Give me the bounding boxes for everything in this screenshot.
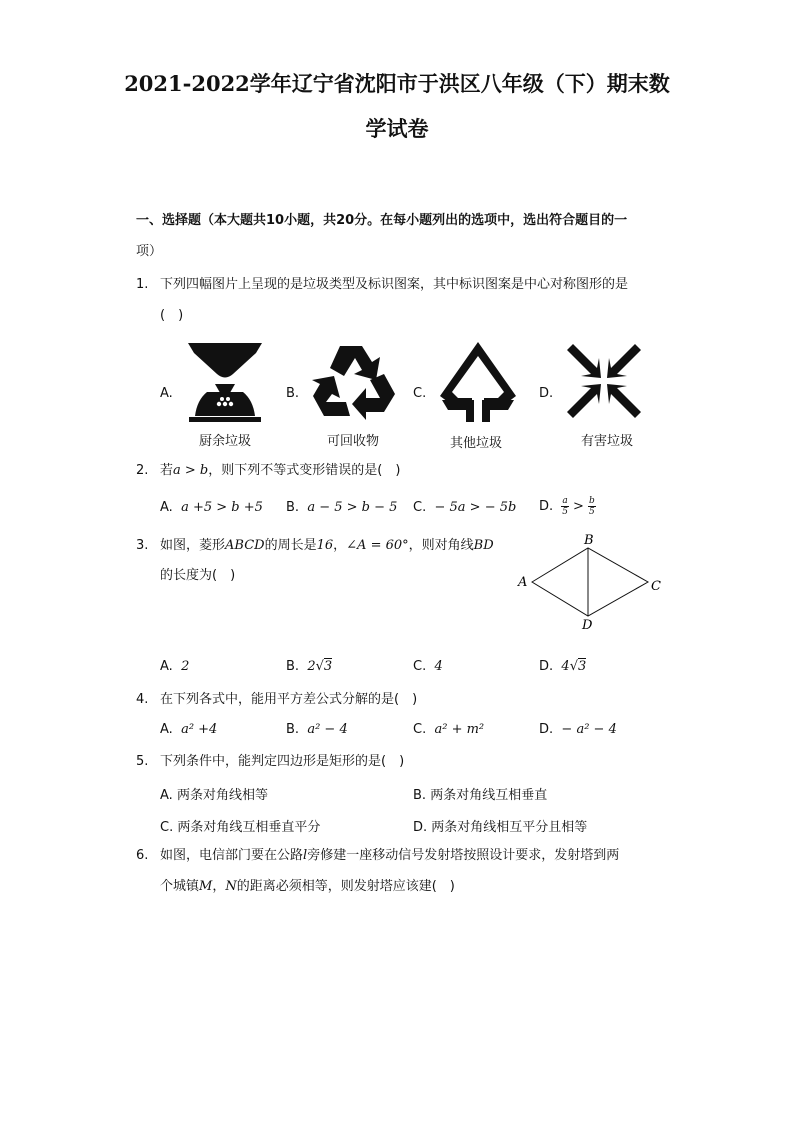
question-3-text-cont: 的长度为( ) <box>160 568 236 583</box>
vertex-label-a: A <box>518 575 528 590</box>
vertex-label-c: C <box>651 579 661 594</box>
question-4-number: 4. <box>136 692 149 707</box>
q5-option-c: C. 两条对角线互相垂直平分 <box>160 820 321 835</box>
question-5-number: 5. <box>136 754 149 769</box>
q1-caption-b: 可回收物 <box>326 434 379 449</box>
q1-option-b-letter: B. <box>286 386 300 401</box>
hazardous-waste-icon <box>563 340 645 422</box>
q1-caption-d: 有害垃圾 <box>580 434 633 449</box>
question-4-text: 在下列各式中，能用平方差公式分解的是( ) <box>160 692 418 707</box>
question-6-text-cont: 个城镇M，N的距离必须相等，则发射塔应该建( ) <box>160 879 455 894</box>
q2-option-a: A. a +5 > b +5 <box>160 500 263 515</box>
question-2-text <box>160 462 400 480</box>
q1-caption-c: 其他垃圾 <box>449 436 502 451</box>
rhombus-figure <box>510 530 670 635</box>
question-1-number: 1. <box>136 277 149 292</box>
section-heading-cont: 项） <box>136 244 163 259</box>
question-2-number: 2. <box>136 463 149 478</box>
page-title-line2: 学试卷 <box>365 116 429 141</box>
q2-condition: a > b <box>173 463 209 478</box>
kitchen-waste-icon <box>185 340 265 422</box>
vertex-label-d: D <box>582 618 593 633</box>
q2-option-c: C. − 5a > − 5b <box>413 500 517 515</box>
q5-option-d: D. 两条对角线相互平分且相等 <box>413 820 588 835</box>
question-5-text: 下列条件中，能判定四边形是矩形的是( ) <box>160 754 405 769</box>
q2-option-b: B. a − 5 > b − 5 <box>286 500 398 515</box>
q5-option-a: A. 两条对角线相等 <box>160 788 268 803</box>
q4-option-c: C. a² + m² <box>413 722 485 737</box>
other-waste-icon <box>438 340 518 422</box>
q3-option-c: C. 4 <box>413 659 443 674</box>
q1-option-d-letter: D. <box>539 386 554 401</box>
q3-option-b: B. 2√3 <box>286 659 333 674</box>
q1-option-c-letter: C. <box>413 386 427 401</box>
q4-option-a: A. a² +4 <box>160 722 218 737</box>
recyclable-icon <box>310 340 398 422</box>
question-6-number: 6. <box>136 848 149 863</box>
q1-caption-a: 厨余垃圾 <box>198 434 251 449</box>
question-3-text: 如图，菱形ABCD的周长是16，∠A = 60°，则对角线BD <box>160 538 494 553</box>
q2-text-post: ，则下列不等式变形错误的是( ) <box>208 463 401 478</box>
question-1-blank: ( ) <box>160 308 184 323</box>
q3-option-d: D. 4√3 <box>539 659 587 674</box>
question-6-text: 如图，电信部门要在公路l旁修建一座移动信号发射塔按照设计要求，发射塔到两 <box>160 848 620 863</box>
vertex-label-b: B <box>584 533 594 548</box>
q5-option-b: B. 两条对角线互相垂直 <box>413 788 548 803</box>
q3-option-a: A. 2 <box>160 659 190 674</box>
page-title-line1: 2021-2022学年辽宁省沈阳市于洪区八年级（下）期末数 <box>124 71 670 96</box>
q4-option-d: D. − a² − 4 <box>539 722 617 737</box>
question-3-number: 3. <box>136 538 149 553</box>
q4-option-b: B. a² − 4 <box>286 722 348 737</box>
q2-text-pre: 若 <box>160 463 174 478</box>
q2-option-d: D. $\frac{a}{5}$ > $\frac{b}{5}$ <box>539 496 595 517</box>
q1-option-a-letter: A. <box>160 386 173 401</box>
section-heading: 一、选择题（本大题共10小题，共20分。在每小题列出的选项中，选出符合题目的一 <box>136 213 628 228</box>
question-1-text: 下列四幅图片上呈现的是垃圾类型及标识图案，其中标识图案是中心对称图形的是 <box>160 277 629 292</box>
